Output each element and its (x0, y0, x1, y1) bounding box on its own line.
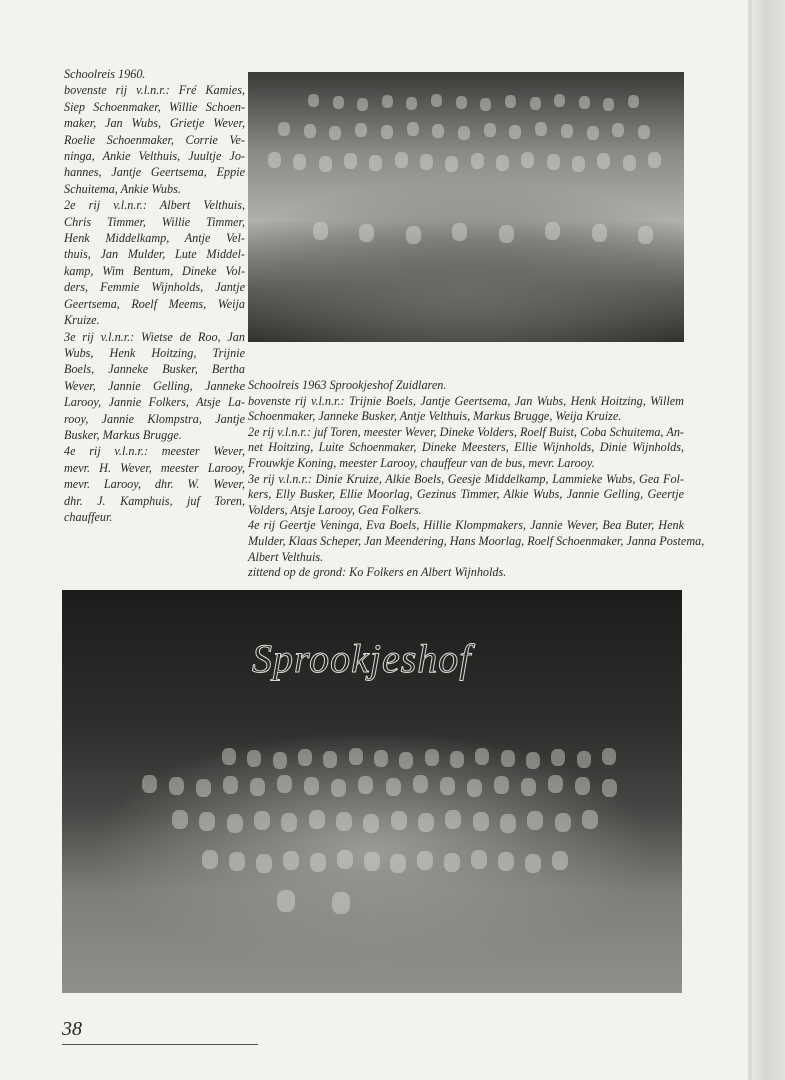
figure-head (344, 153, 357, 169)
caption-line: Frouwkje Koning, meester Larooy, chauffeur van de bus, mevr. Larooy. (248, 455, 595, 470)
figure-head (521, 778, 536, 796)
figure-head (445, 156, 458, 172)
figure-head (364, 852, 380, 871)
figure-head (357, 98, 368, 111)
figure-head (547, 154, 560, 170)
figure-head (407, 122, 419, 136)
caption-line: rooy, Jannie Klompstra, Jantje (64, 411, 245, 426)
figure-head (386, 778, 401, 796)
figure-head (496, 155, 509, 171)
caption-line: 4e rij Geertje Veninga, Eva Boels, Hillie Klompmakers, Jannie Wever, Bea Buter, Henk (248, 518, 684, 533)
caption-line: 3e rij v.l.n.r.: Wietse de Roo, Jan (64, 329, 245, 344)
caption-line: hannes, Jantje Geertsema, Eppie (64, 165, 245, 180)
figure-head (406, 97, 417, 110)
page-number: 38 (62, 1018, 82, 1040)
sprookjeshof-sign: Sprookjeshof (252, 636, 472, 681)
figure-head (349, 748, 363, 765)
figure-head (304, 124, 316, 138)
figure-head (467, 779, 482, 797)
figure-head (509, 125, 521, 139)
figure-head (333, 96, 344, 109)
figure-head (281, 813, 297, 832)
figure-head (471, 153, 484, 169)
figure-head (277, 890, 295, 912)
figure-head (308, 94, 319, 107)
figure-head (336, 812, 352, 831)
figure-head (526, 752, 540, 769)
figure-head (199, 812, 215, 831)
figure-head (329, 126, 341, 140)
figure-head (229, 852, 245, 871)
figure-head (283, 851, 299, 870)
figure-head (142, 775, 157, 793)
figure-head (527, 811, 543, 830)
caption-line: Schoolreis 1963 Sprookjeshof Zuidlaren. (248, 378, 447, 392)
figure-head (310, 853, 326, 872)
figure-head (501, 750, 515, 767)
figure-head (623, 155, 636, 171)
figure-head (450, 751, 464, 768)
figure-head (309, 810, 325, 829)
caption-line: maker, Jan Wubs, Grietje Wever, (64, 116, 245, 131)
figure-head (525, 854, 541, 873)
figure-head (399, 752, 413, 769)
figure-head (440, 777, 455, 795)
figure-head (406, 226, 421, 244)
figure-head (582, 810, 598, 829)
caption-line: Schoenmaker, Janneke Busker, Antje Velthuis, Markus Brugge, Weija Kruize. (248, 409, 622, 424)
page-edge (752, 0, 785, 1080)
figure-head (222, 748, 236, 765)
caption-schoolreis-1963 (248, 378, 705, 581)
caption-line: zittend op de grond: Ko Folkers en Albert Wijnholds. (248, 565, 507, 580)
figure-head (602, 779, 617, 797)
caption-line: Mulder, Klaas Scheper, Jan Meendering, Hans Moorlag, Roelf Schoenmaker, Janna Postema, (248, 533, 705, 548)
figure-head (603, 98, 614, 111)
caption-schoolreis-1960 (64, 66, 245, 525)
figure-head (638, 125, 650, 139)
caption-line: ders, Femmie Wijnholds, Jantje (64, 280, 245, 295)
figure-head (500, 814, 516, 833)
caption-line: Geertsema, Roelf Meems, Weija (64, 296, 245, 311)
figure-head (196, 779, 211, 797)
figure-head (458, 126, 470, 140)
caption-line: Wever, Jannie Gelling, Janneke (64, 378, 245, 393)
caption-line: kamp, Wim Bentum, Dineke Vol- (64, 263, 245, 278)
figure-head (381, 125, 393, 139)
figure-head (480, 98, 491, 111)
caption-line: mevr. Larooy, dhr. W. Wever, (64, 477, 245, 492)
caption-line: Kruize. (64, 313, 100, 328)
figure-head (555, 813, 571, 832)
figure-head (561, 124, 573, 138)
caption-line: chauffeur. (64, 509, 113, 524)
caption-line: Busker, Markus Brugge. (64, 427, 182, 442)
figure-head (648, 152, 661, 168)
figure-head (331, 779, 346, 797)
figure-head (551, 749, 565, 766)
figure-head (256, 854, 272, 873)
figure-head (575, 777, 590, 795)
figure-head (254, 811, 270, 830)
figure-head (587, 126, 599, 140)
caption-line: Henk Middelkamp, Antje Vel- (64, 231, 245, 246)
caption-line: 4e rij v.l.n.r.: meester Wever, (64, 444, 245, 459)
caption-line: Volders, Atsje Larooy, Gea Folkers. (248, 502, 422, 517)
caption-line: 2e rij v.l.n.r.: juf Toren, meester Wever, Dineke Volders, Roelf Buist, Coba Schuitema, An- (248, 424, 684, 439)
caption-line: Albert Velthuis. (248, 549, 324, 564)
figure-head (498, 852, 514, 871)
caption-line: kers, Elly Busker, Ellie Moorlag, Gezinus Timmer, Alkie Wubs, Jannie Gelling, Geertje (248, 487, 684, 502)
figure-head (473, 812, 489, 831)
figure-head (499, 225, 514, 243)
caption-line: net Hoitzing, Luite Schoenmaker, Dineke Meesters, Ellie Wijnholds, Dinie Wijnholds, (248, 440, 684, 455)
figure-head (628, 95, 639, 108)
figure-head (369, 155, 382, 171)
figure-head (471, 850, 487, 869)
figure-head (293, 154, 306, 170)
caption-line: mevr. H. Wever, meester Larooy, (64, 460, 245, 475)
figure-head (359, 224, 374, 242)
caption-line: Larooy, Jannie Folkers, Atsje La- (64, 395, 245, 410)
caption-line: ninga, Ankie Velthuis, Juultje Jo- (64, 149, 245, 164)
figure-head (418, 813, 434, 832)
figure-head (572, 156, 585, 172)
figure-head (337, 850, 353, 869)
figure-head (413, 775, 428, 793)
figure-head (431, 94, 442, 107)
figure-head (494, 776, 509, 794)
figure-head (417, 851, 433, 870)
figure-head (554, 94, 565, 107)
figure-head (250, 778, 265, 796)
figure-head (247, 750, 261, 767)
caption-line: dhr. J. Kamphuis, juf Toren, (64, 493, 245, 508)
figure-head (505, 95, 516, 108)
figure-head (332, 892, 350, 914)
figure-head (223, 776, 238, 794)
figure-head (445, 810, 461, 829)
caption-line: Siep Schoenmaker, Willie Schoen- (64, 99, 245, 114)
caption-line: Boels, Janneke Busker, Bertha (64, 362, 245, 377)
figure-head (202, 850, 218, 869)
figure-head (319, 156, 332, 172)
footer-rule (62, 1044, 258, 1045)
figure-head (535, 122, 547, 136)
figure-head (530, 97, 541, 110)
figure-head (382, 95, 393, 108)
figure-head (420, 154, 433, 170)
caption-line: Schoolreis 1960. (64, 67, 146, 81)
figure-head (304, 777, 319, 795)
figure-head (552, 851, 568, 870)
figure-head (277, 775, 292, 793)
figure-head (456, 96, 467, 109)
figure-head (592, 224, 607, 242)
photo-schoolreis-1960 (248, 72, 684, 342)
figure-head (597, 153, 610, 169)
figure-head (358, 776, 373, 794)
figure-head (323, 751, 337, 768)
figure-head (395, 152, 408, 168)
figure-head (268, 152, 281, 168)
caption-line: thuis, Jan Mulder, Lute Middel- (64, 247, 245, 262)
figure-head (444, 853, 460, 872)
figure-head (432, 124, 444, 138)
figure-head (374, 750, 388, 767)
caption-line: Wubs, Henk Hoitzing, Trijnie (64, 345, 245, 360)
figure-head (169, 777, 184, 795)
figure-head (363, 814, 379, 833)
figure-head (278, 122, 290, 136)
caption-line: Chris Timmer, Willie Timmer, (64, 214, 245, 229)
figure-head (298, 749, 312, 766)
figure-head (602, 748, 616, 765)
caption-line: Roelie Schoenmaker, Corrie Ve- (64, 132, 245, 147)
figure-head (390, 854, 406, 873)
figure-head (484, 123, 496, 137)
figure-head (425, 749, 439, 766)
figure-head (273, 752, 287, 769)
figure-head (172, 810, 188, 829)
figure-head (577, 751, 591, 768)
figure-head (638, 226, 653, 244)
caption-line: Schuitema, Ankie Wubs. (64, 181, 181, 196)
caption-line: 2e rij v.l.n.r.: Albert Velthuis, (64, 198, 245, 213)
figure-head (548, 775, 563, 793)
figure-head (612, 123, 624, 137)
caption-line: bovenste rij v.l.n.r.: Trijnie Boels, Jantje Geertsema, Jan Wubs, Henk Hoitzing, Willem (248, 393, 684, 408)
caption-line: 3e rij v.l.n.r.: Dinie Kruize, Alkie Boels, Geesje Middelkamp, Lammieke Wubs, Gea Fol- (248, 471, 684, 486)
figure-head (355, 123, 367, 137)
figure-head (391, 811, 407, 830)
caption-line: bovenste rij v.l.n.r.: Fré Kamies, (64, 83, 245, 98)
figure-head (475, 748, 489, 765)
figure-head (579, 96, 590, 109)
figure-head (227, 814, 243, 833)
figure-head (313, 222, 328, 240)
figure-head (452, 223, 467, 241)
figure-head (521, 152, 534, 168)
photo-schoolreis-1963 (62, 590, 682, 993)
figure-head (545, 222, 560, 240)
